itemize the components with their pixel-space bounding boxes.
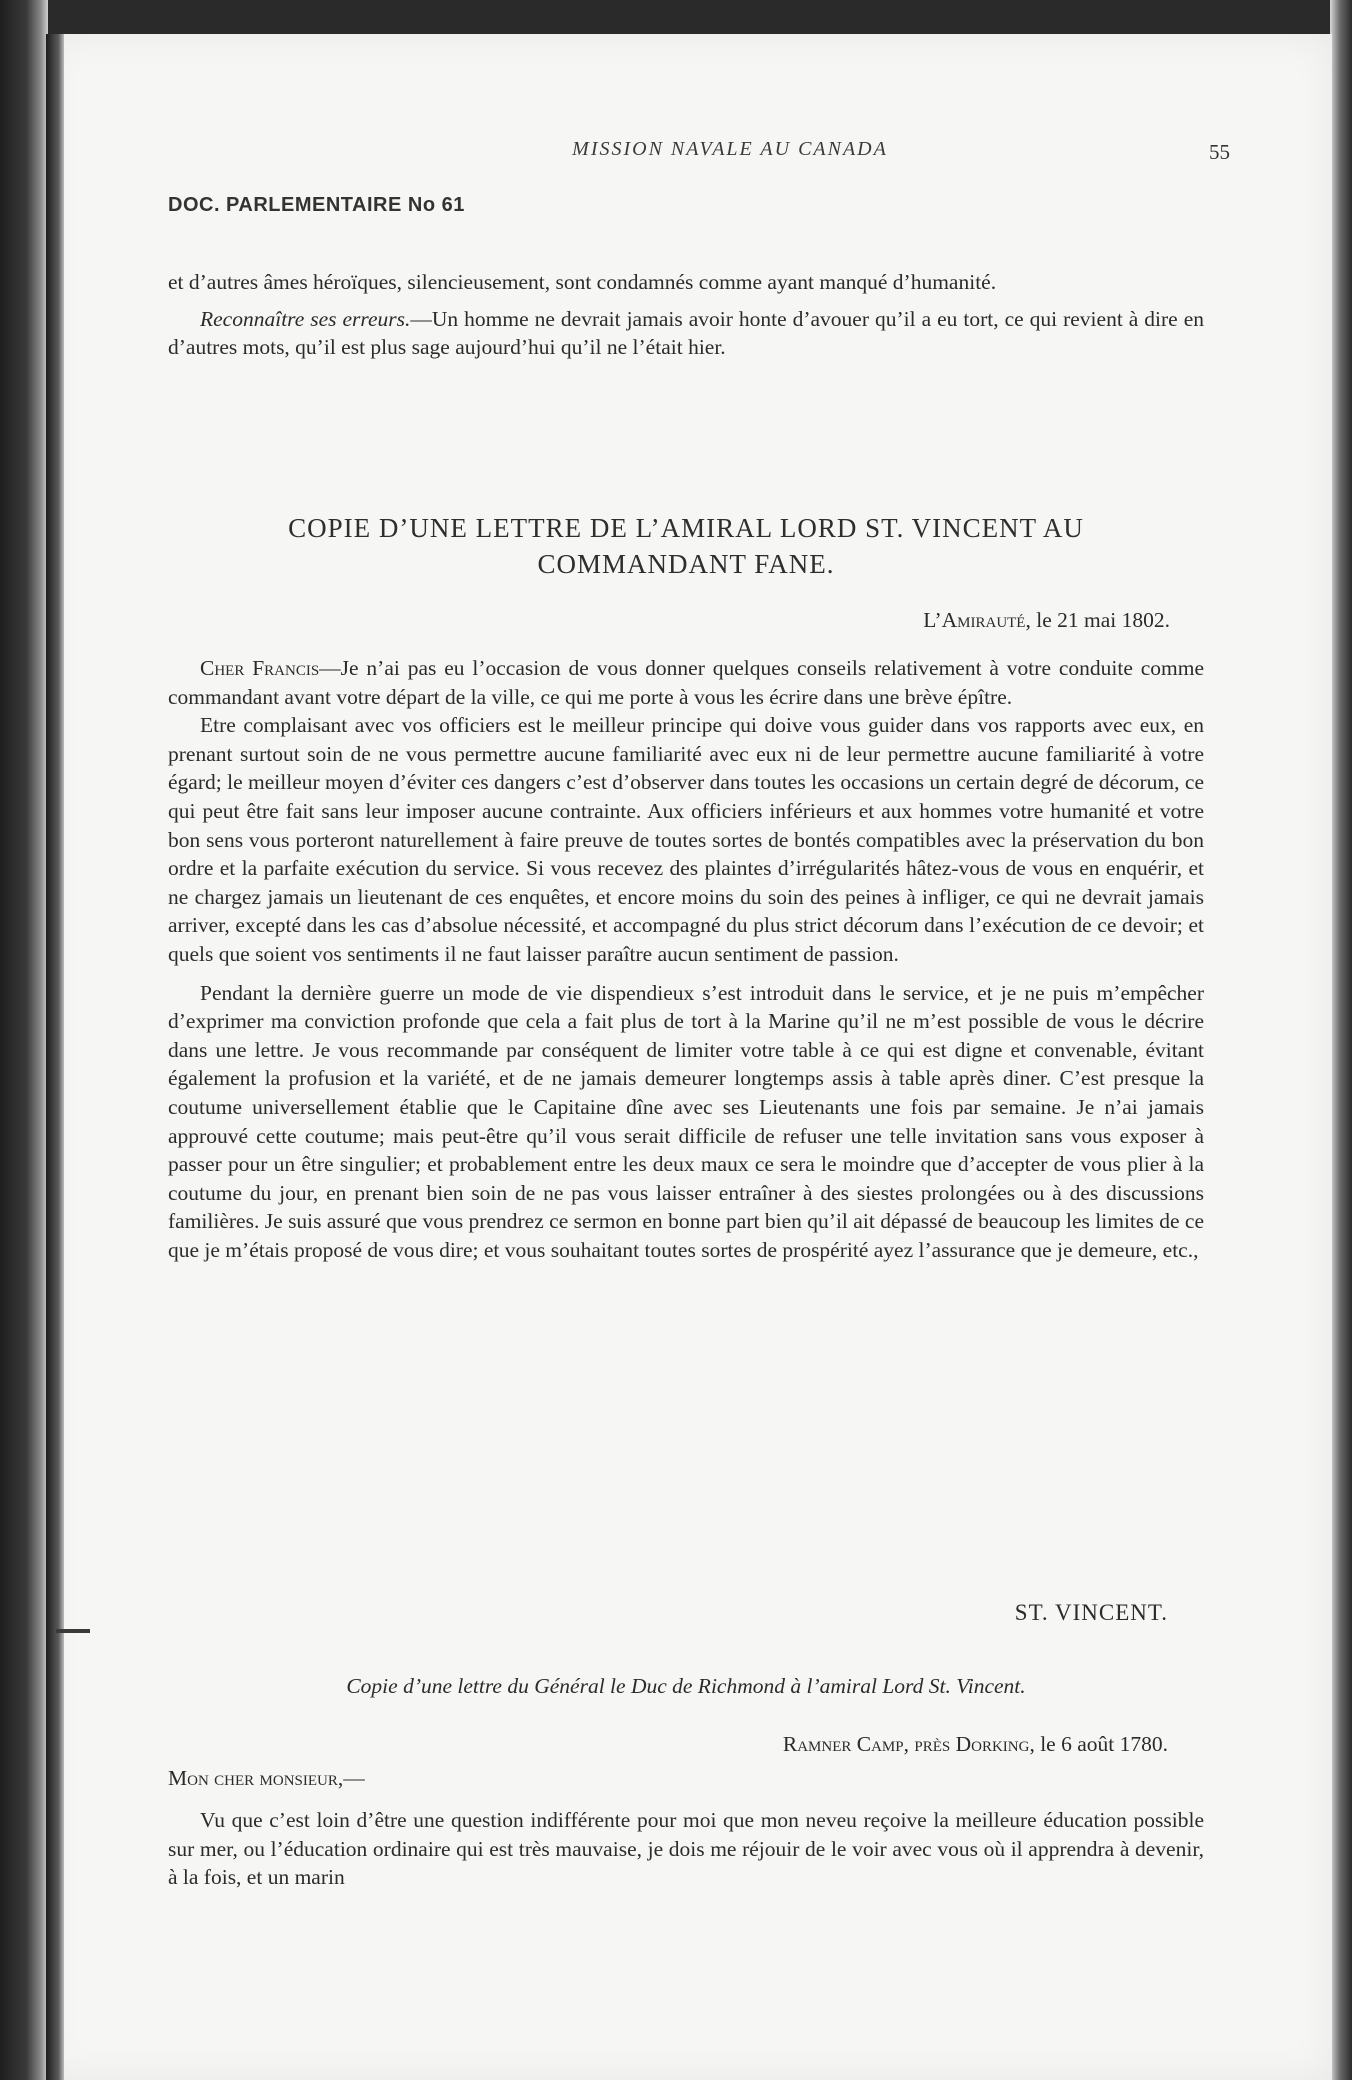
- letter-2-body: [168, 1806, 1204, 1892]
- letter-1-body: [168, 654, 1204, 1264]
- paragraph-reconnaitre: [168, 305, 1204, 362]
- dateline-admiralty: [168, 608, 1170, 633]
- letter-2-salutation: Mon cher monsieur,—: [168, 1766, 365, 1790]
- scan-border-right: [1330, 0, 1352, 2080]
- salutation: Cher Francis: [200, 656, 320, 680]
- title-line-2: COMMANDANT FANE.: [537, 549, 835, 579]
- paragraph-body: —Un homme ne devrait jamais avoir honte d’avouer qu’il a eu tort, ce qui revient à dire en d’autres mots, qu’il est plus sage aujourd’hui qu’il ne l’était hier.: [168, 306, 1205, 360]
- dateline-place: Ramner Camp, près Dorking: [782, 1732, 1030, 1756]
- paragraph-lead: Reconnaître ses erreurs.: [200, 306, 411, 331]
- running-head: MISSION NAVALE AU CANADA: [572, 138, 888, 160]
- section-subtitle: Copie d’une lettre du Général le Duc de Richmond à l’amiral Lord St. Vincent.: [346, 1674, 1026, 1698]
- paragraph-text: —Je n’ai pas eu l’occasion de vous donner quelques conseils relativement à votre conduite comme commandant avant votre départ de la ville, ce qui me porte à vous les écrire dans une brève épître.: [168, 656, 1204, 709]
- letter-2-paragraph-1: Vu que c’est loin d’être une question indifférente pour moi que mon neveu reçoive la meilleure éducation possible sur mer, ou l’éducation ordinaire qui est très mauvaise, je dois me réjouir de le voir avec vous où il apprendra à devenir, à la fois, et un marin: [168, 1808, 1204, 1890]
- scan-border-left: [0, 0, 48, 2080]
- signature: ST. VINCENT.: [1014, 1600, 1168, 1625]
- letter-2-salutation-block: [168, 1764, 1204, 1793]
- letter-1-paragraph-3: Pendant la dernière guerre un mode de vie dispendieux s’est introduit dans le service, et je ne puis m’empêcher d’exprimer ma conviction profonde que cela a fait plus de tort à la Marine qu’il ne m’est possible de vous le décrire dans une lettre. Je vous recommande par conséquent de limiter votre table à ce qui est digne et convenable, évitant également la profusion et la variété, et de ne jamais demeurer longtemps assis à table après diner. C’est presque la coutume universellement établie que le Capitaine dîne avec ses Lieutenants une fois par semaine. Je n’ai jamais approuvé cette coutume; mais peut-être qu’il vous serait difficile de refuser une telle invitation sans vous exposer à passer pour un être singulier; et probablement entre les deux maux ce sera le moindre que d’accepter de vous plier à la coutume du jour, en prenant bien soin de ne pas vous laisser entraîner à des siestes prolongées ou à des discussions familières. Je suis assuré que vous prendrez ce sermon en bonne part bien qu’il ait dépassé de beaucoup les limites de ce que je m’étais proposé de vous dire; et vous souhaitant toutes sortes de prospérité ayez l’assurance que je demeure, etc.,: [168, 980, 1204, 1262]
- dateline-ramner-camp: [168, 1732, 1168, 1757]
- letter-title: [168, 510, 1204, 582]
- dateline-date: , le 21 mai 1802.: [1025, 608, 1170, 632]
- margin-mark: [56, 1629, 90, 1633]
- dateline-place: L’Amirauté: [923, 608, 1026, 632]
- top-text-block: [168, 268, 1204, 362]
- title-line-1: COPIE D’UNE LETTRE DE L’AMIRAL LORD ST. VINCENT AU: [288, 513, 1084, 543]
- dateline-date: , le 6 août 1780.: [1029, 1732, 1168, 1756]
- letter-1-paragraph-2: Etre complaisant avec vos officiers est le meilleur principe qui doive vous guider dans vos rapports avec eux, en prenant surtout soin de ne vous permettre aucune familiarité avec eux ni de leur permettre aucune familiarité à votre égard; le meilleur moyen d’éviter ces dangers c’est d’observer dans toutes les occasions un certain degré de décorum, ce qui peut être fait sans leur imposer aucune contrainte. Aux officiers inférieurs et aux hommes votre humanité et votre bon sens vous porteront naturellement à faire preuve de toutes sortes de bontés compatibles avec la préservation du bon ordre et la parfaite exécution du service. Si vous recevez des plaintes d’irrégularités hâtez-vous de vous en enquérir, et ne chargez jamais un lieutenant de ces enquêtes, et encore moins du soin des peines à infliger, ce qui ne devrait jamais arriver, excepté dans les cas d’absolue nécessité, et accompagné du plus strict décorum dans l’exécution de ce devoir; et quels que soient vos sentiments il ne faut laisser paraître aucun sentiment de passion.: [168, 713, 1204, 966]
- document-label: DOC. PARLEMENTAIRE No 61: [168, 194, 465, 216]
- letter-1-paragraph-1: [168, 654, 1204, 711]
- book-spine-shadow: [46, 34, 64, 2080]
- paragraph-continuation: et d’autres âmes héroïques, silencieusement, sont condamnés comme ayant manqué d’humanité.: [168, 270, 997, 294]
- page-number: 55: [1209, 140, 1230, 164]
